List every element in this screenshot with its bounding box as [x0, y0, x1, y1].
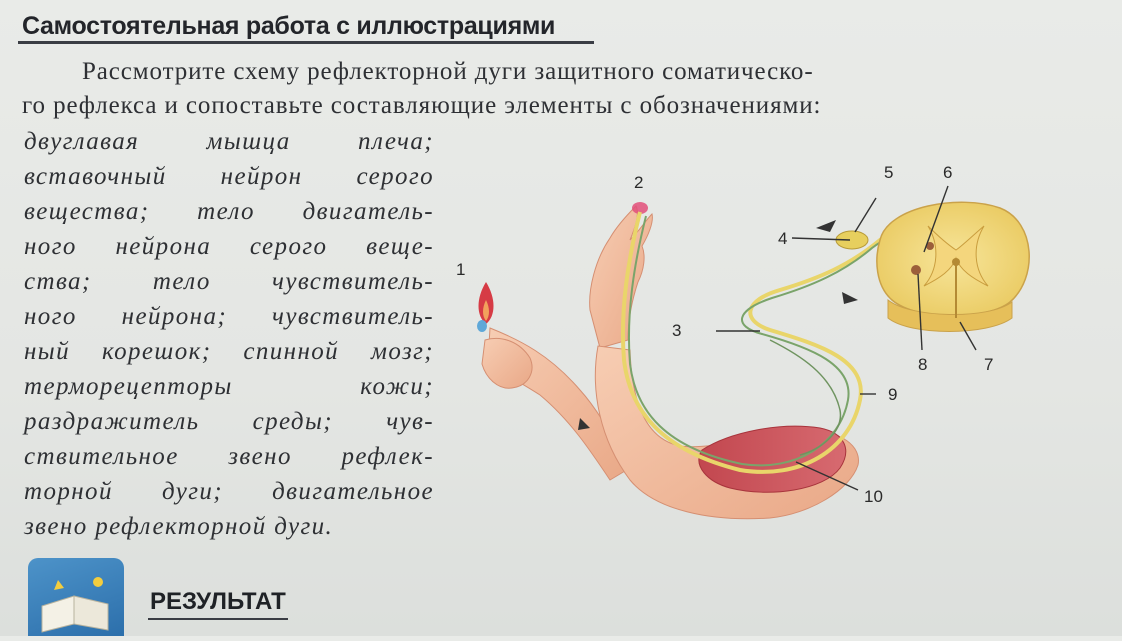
term-line: торной дуги; двигательное — [24, 478, 434, 505]
term-line: вставочный нейрон серого — [24, 163, 434, 190]
intro-line-2: го рефлекса и сопоставьте составляющие элементы с обозначениями: — [22, 92, 822, 119]
figure-label-4: 4 — [778, 229, 788, 248]
term-line: раздражитель среды; чув- — [24, 408, 434, 435]
term-line: ный корешок; спинной мозг; — [24, 338, 434, 365]
figure-label-5: 5 — [884, 163, 894, 182]
arrow-icon — [816, 220, 836, 232]
reflex-arc-figure — [440, 150, 1060, 540]
arrow-icon — [842, 292, 858, 304]
term-line: двуглавая мышца плеча; — [24, 128, 434, 155]
figure-label-3: 3 — [672, 321, 682, 340]
figure-label-6: 6 — [943, 163, 953, 182]
figure-label-2: 2 — [634, 173, 644, 192]
term-line: ства; тело чувствитель- — [24, 268, 434, 295]
term-line: звено рефлекторной дуги. — [24, 513, 334, 540]
flame-stimulus — [477, 282, 494, 332]
term-line: терморецепторы кожи; — [24, 373, 434, 400]
heading-underline — [18, 41, 594, 44]
term-line: ного нейрона; чувствитель- — [24, 303, 434, 330]
term-line: ствительное звено рефлек- — [24, 443, 434, 470]
result-underline — [148, 618, 288, 620]
section-heading: Самостоятельная работа с иллюстрациями — [22, 12, 556, 40]
spinal-cord-section — [877, 202, 1029, 331]
figure-label-7: 7 — [984, 355, 994, 374]
term-line: вещества; тело двигатель- — [24, 198, 434, 225]
figure-label-10: 10 — [864, 487, 883, 506]
figure-label-1: 1 — [456, 260, 466, 279]
intro-line-1: Рассмотрите схему рефлекторной дуги защитного соматическо- — [82, 58, 814, 85]
figure-label-9: 9 — [888, 385, 898, 404]
result-heading: РЕЗУЛЬТАТ — [150, 588, 286, 615]
figure-label-8: 8 — [918, 355, 928, 374]
open-book-icon — [28, 558, 124, 636]
term-line: ного нейрона серого веще- — [24, 233, 434, 260]
